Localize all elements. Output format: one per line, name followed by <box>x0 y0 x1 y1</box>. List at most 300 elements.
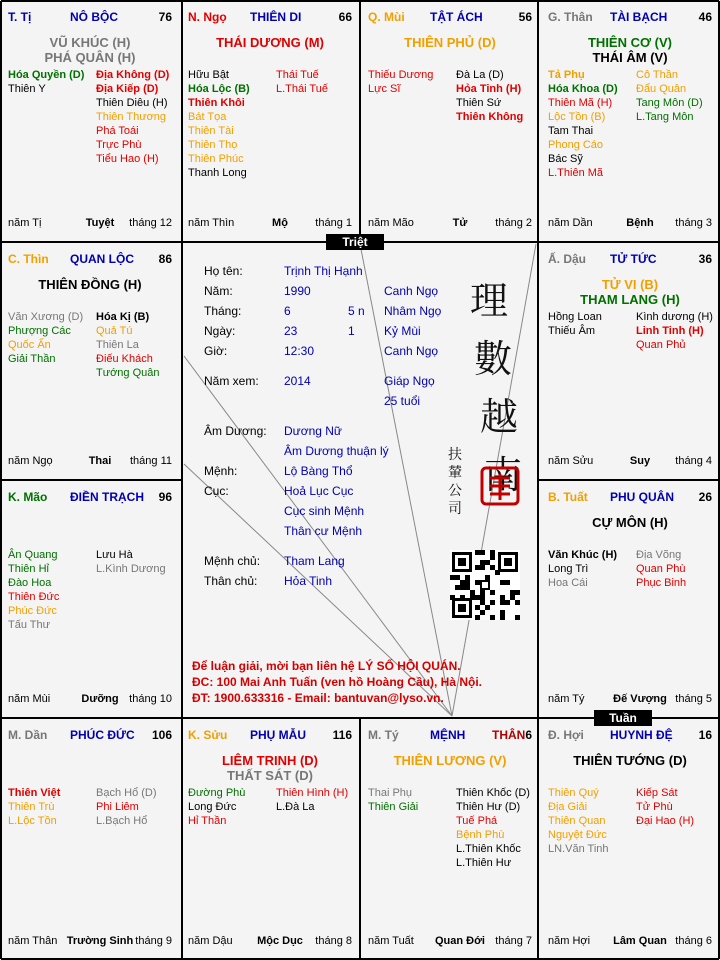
minor-star: Hóa Kị (B) <box>96 311 150 323</box>
palace-name: HUYNH ĐỆ <box>610 728 673 742</box>
cuc-note-1: Cục sinh Mệnh <box>284 504 365 518</box>
major-star: PHÁ QUÂN (H) <box>44 50 136 65</box>
menh-chu-label: Mệnh chủ: <box>204 554 261 568</box>
qr-module <box>458 558 466 566</box>
palace-year: năm Mùi <box>8 693 51 705</box>
minor-star: Thanh Long <box>188 167 247 179</box>
palace-stage: Lâm Quan <box>613 935 667 947</box>
qr-module <box>465 575 470 580</box>
minor-star: Địa Không (D) <box>96 69 170 81</box>
minor-column-right <box>276 786 358 814</box>
palace-footer <box>8 935 172 949</box>
minor-star: Thiên Phúc <box>188 153 244 165</box>
minor-star: Bác Sỹ <box>548 153 583 165</box>
qr-module <box>500 610 505 615</box>
minor-star: Long Đức <box>188 801 237 813</box>
qr-module <box>450 575 455 580</box>
palace-name: TÀI BẠCH <box>610 10 668 24</box>
major-stars <box>542 515 718 530</box>
minor-star: Quả Tú <box>96 325 133 337</box>
minor-star: Quốc Ấn <box>8 339 51 351</box>
palace-position: N. Ngọ <box>188 10 227 24</box>
palace-year: năm Tý <box>548 693 585 705</box>
palace-year: năm Sửu <box>548 455 594 467</box>
palace-year: năm Mão <box>368 217 414 229</box>
palace-p-ti <box>2 2 178 240</box>
palace-month: tháng 7 <box>495 935 532 947</box>
minor-star: Thiên Khôi <box>188 97 245 109</box>
minor-star: L.Bạch Hổ <box>96 815 148 827</box>
palace-month: tháng 2 <box>495 217 532 229</box>
minor-star: Thiên Hỉ <box>8 563 49 575</box>
minor-star: Tuế Phá <box>456 815 498 827</box>
palace-name: PHỤ MẪU <box>250 728 306 742</box>
qr-module <box>455 575 460 580</box>
age-value: 25 tuổi <box>384 394 421 408</box>
logo-char-4: 南 <box>484 453 523 497</box>
palace-stage: Tuyệt <box>85 217 115 229</box>
qr-module <box>470 590 475 595</box>
qr-module <box>500 615 505 620</box>
minor-star: Phi Liêm <box>96 801 139 813</box>
palace-header <box>368 10 532 26</box>
palace-number: 76 <box>158 10 172 24</box>
triet-tag: Triệt <box>326 234 384 250</box>
minor-star: Tấu Thư <box>8 619 51 631</box>
minor-star: Đào Hoa <box>8 577 52 589</box>
hour-value: 12:30 <box>284 344 315 358</box>
qr-module <box>480 590 485 595</box>
palace-position: G. Thân <box>548 10 593 24</box>
qr-module <box>490 600 495 605</box>
side-char-1: 扶 <box>448 447 462 463</box>
minor-star: Phúc Đức <box>8 605 57 617</box>
minor-star: L.Lộc Tồn <box>8 815 57 827</box>
view-year-value: 2014 <box>284 374 311 388</box>
qr-module <box>475 605 480 610</box>
palace-position: B. Tuất <box>548 490 588 504</box>
minor-star: Thiên Việt <box>8 787 61 799</box>
month-canchi: Nhâm Ngọ <box>384 304 442 318</box>
minor-column-left <box>368 68 454 96</box>
palace-header <box>548 728 712 744</box>
qr-module <box>460 585 465 590</box>
minor-star: Thiên Sứ <box>456 97 502 109</box>
minor-star: Ân Quang <box>8 549 58 561</box>
palace-month: tháng 9 <box>135 935 172 947</box>
palace-month: tháng 3 <box>675 217 712 229</box>
palace-position: T. Tị <box>8 10 32 24</box>
palace-footer <box>188 217 352 231</box>
am-duong-label: Âm Dương: <box>204 424 267 438</box>
minor-column-left <box>8 68 94 96</box>
minor-star: Thiên Giải <box>368 801 419 813</box>
minor-star: Thiên Khốc (D) <box>456 787 530 799</box>
minor-column-left <box>8 786 94 828</box>
palace-name: ĐIỀN TRẠCH <box>70 490 144 504</box>
day-lunar: 1 <box>348 324 355 338</box>
palace-header <box>548 490 712 506</box>
minor-column-left <box>188 68 274 180</box>
palace-footer <box>8 217 172 231</box>
minor-star: Địa Kiếp (D) <box>96 83 159 95</box>
palace-header <box>8 728 172 744</box>
minor-column-left <box>368 786 454 814</box>
minor-star: L.Thiên Khốc <box>456 843 521 855</box>
qr-module <box>490 550 495 555</box>
qr-module <box>475 580 480 585</box>
palace-position: M. Tý <box>368 728 399 742</box>
palace-p-mao <box>2 482 178 716</box>
minor-star: Hồng Loan <box>548 311 602 323</box>
minor-star: Bạch Hổ (D) <box>96 787 157 799</box>
palace-footer <box>8 455 172 469</box>
palace-name: PHÚC ĐỨC <box>70 728 135 742</box>
palace-position: M. Dần <box>8 728 48 742</box>
minor-star: Văn Xương (D) <box>8 311 84 323</box>
month-lunar: 5 n <box>348 304 365 318</box>
qr-module <box>490 555 495 560</box>
company-seal-text <box>448 446 462 518</box>
qr-module <box>480 560 485 565</box>
qr-module <box>485 560 490 565</box>
minor-star: L.Thiên Hư <box>456 857 512 869</box>
palace-year: năm Dần <box>548 217 593 229</box>
year-value: 1990 <box>284 284 311 298</box>
year-canchi: Canh Ngọ <box>384 284 439 298</box>
minor-star: Tam Thai <box>548 125 594 137</box>
view-year-label: Năm xem: <box>204 374 259 388</box>
palace-number: 16 <box>698 728 712 742</box>
palace-position: Đ. Hợi <box>548 728 584 742</box>
palace-p-tuat <box>542 482 718 716</box>
qr-module <box>504 558 512 566</box>
minor-star: Phá Toái <box>96 125 139 137</box>
qr-module <box>510 590 515 595</box>
palace-stage: Quan Đới <box>435 935 485 947</box>
minor-column-right <box>96 786 178 828</box>
qr-module <box>465 585 470 590</box>
month-value: 6 <box>284 304 291 318</box>
minor-column-right <box>636 310 718 352</box>
palace-year: năm Dậu <box>188 935 233 947</box>
day-canchi: Kỷ Mùi <box>384 324 421 338</box>
palace-header <box>8 10 172 26</box>
minor-star: Tướng Quân <box>96 367 160 379</box>
minor-star: Thiên La <box>96 339 139 351</box>
palace-footer <box>548 935 712 949</box>
palace-name: PHU QUÂN <box>610 490 675 504</box>
minor-star: Thiên Hư (D) <box>456 801 521 813</box>
minor-star: Thiếu Âm <box>548 325 596 337</box>
qr-module <box>450 595 455 600</box>
minor-star: Cô Thần <box>636 69 678 81</box>
minor-star: Đường Phù <box>188 787 246 799</box>
palace-header <box>188 10 352 26</box>
palace-header <box>8 490 172 506</box>
minor-star: Hoa Cái <box>548 577 588 589</box>
qr-module <box>485 605 490 610</box>
am-duong-note: Âm Dương thuận lý <box>284 444 389 458</box>
qr-module <box>490 590 495 595</box>
name-label: Họ tên: <box>204 264 243 278</box>
qr-module <box>475 615 480 620</box>
major-stars <box>542 35 718 65</box>
qr-module <box>505 600 510 605</box>
contact-block <box>192 658 532 706</box>
qr-module <box>510 595 515 600</box>
qr-module <box>485 575 490 580</box>
palace-position: Ấ. Dậu <box>548 252 587 266</box>
minor-column-left <box>8 310 94 366</box>
tuan-tag: Tuần <box>594 710 652 726</box>
palace-year: năm Thìn <box>188 217 235 229</box>
palace-p-mui <box>362 2 538 240</box>
minor-star: Hữu Bật <box>188 69 229 81</box>
minor-star: Nguyệt Đức <box>548 829 607 841</box>
minor-star: L.Thiên Mã <box>548 167 604 179</box>
palace-year: năm Thân <box>8 935 58 947</box>
side-char-2: 輦 <box>448 465 462 481</box>
qr-module <box>455 585 460 590</box>
palace-number: 106 <box>151 728 172 742</box>
logo-char-3: 越 <box>480 395 519 439</box>
minor-star: Thiên Trù <box>8 801 55 813</box>
palace-position: K. Sửu <box>188 728 228 742</box>
palace-p-thin <box>2 244 178 478</box>
major-star: THIÊN TƯỚNG (D) <box>573 753 687 768</box>
minor-star: Tiểu Hao (H) <box>96 153 159 165</box>
minor-column-right <box>636 786 718 828</box>
palace-position: Q. Mùi <box>368 10 405 24</box>
palace-name: TỬ TỨC <box>610 252 657 266</box>
contact-line-3: ĐT: 1900.633316 - Email: bantuvan@lyso.vn. <box>192 691 444 705</box>
minor-star: Thiên Quan <box>548 815 606 827</box>
palace-p-ty <box>362 720 538 958</box>
major-stars <box>362 35 538 50</box>
palace-month: tháng 10 <box>129 693 172 705</box>
minor-star: Thiếu Dương <box>368 69 434 81</box>
qr-module <box>480 550 485 555</box>
minor-column-left <box>548 548 634 590</box>
minor-column-right <box>456 786 538 870</box>
palace-stage: Tử <box>452 217 468 229</box>
minor-star: Linh Tinh (H) <box>636 325 704 337</box>
palace-footer <box>548 693 712 707</box>
qr-module <box>515 615 520 620</box>
minor-star: Phong Cáo <box>548 139 604 151</box>
major-star: CỰ MÔN (H) <box>592 515 668 530</box>
palace-month: tháng 4 <box>675 455 712 467</box>
center-info <box>184 244 536 716</box>
palace-month: tháng 8 <box>315 935 352 947</box>
major-star: THIÊN LƯƠNG (V) <box>393 753 507 768</box>
palace-position: C. Thìn <box>8 252 49 266</box>
minor-star: Thái Tuế <box>276 69 319 81</box>
qr-module <box>475 550 480 555</box>
palace-p-than <box>542 2 718 240</box>
palace-number: 36 <box>698 252 712 266</box>
major-star: THIÊN ĐỒNG (H) <box>38 277 142 292</box>
minor-star: Tả Phụ <box>548 69 585 81</box>
qr-module <box>482 582 488 588</box>
qr-module <box>475 595 480 600</box>
minor-star: Địa Võng <box>636 549 682 561</box>
palace-stage: Mộ <box>272 217 288 229</box>
palace-header <box>368 728 532 744</box>
major-stars <box>182 35 358 50</box>
qr-module <box>475 565 480 570</box>
menh-value: Lộ Bàng Thổ <box>284 464 353 478</box>
palace-month: tháng 11 <box>129 455 172 467</box>
side-char-4: 司 <box>448 501 462 517</box>
major-star: THAM LANG (H) <box>580 292 680 307</box>
minor-column-left <box>548 310 634 338</box>
minor-star: Hỏa Tinh (H) <box>456 83 522 95</box>
menh-label: Mệnh: <box>204 464 238 478</box>
qr-module <box>460 580 465 585</box>
minor-column-right <box>96 548 178 576</box>
minor-star: Bệnh Phù <box>456 829 505 841</box>
qr-module <box>490 615 495 620</box>
minor-star: L.Kình Dương <box>96 563 166 575</box>
am-duong-value: Dương Nữ <box>284 424 342 438</box>
minor-star: L.Thái Tuế <box>276 83 328 95</box>
palace-stage: Đế Vượng <box>613 693 667 705</box>
palace-month: tháng 12 <box>129 217 172 229</box>
palace-header <box>8 252 172 268</box>
minor-star: Hóa Khoa (D) <box>548 83 618 95</box>
than-chu-value: Hỏa Tinh <box>284 574 333 588</box>
palace-footer <box>368 217 532 231</box>
qr-module <box>515 600 520 605</box>
major-star: LIÊM TRINH (D) <box>221 753 319 768</box>
minor-column-right <box>96 68 178 166</box>
day-value: 23 <box>284 324 298 338</box>
qr-module <box>480 565 485 570</box>
palace-month: tháng 5 <box>675 693 712 705</box>
cuc-note-2: Thân cư Mệnh <box>284 524 363 538</box>
logo-char-1: 理 <box>470 279 509 323</box>
minor-column-left <box>188 786 274 828</box>
minor-star: Tang Môn (D) <box>636 97 703 109</box>
major-stars <box>2 35 178 65</box>
minor-star: Thiên Không <box>456 111 524 123</box>
minor-star: Hỉ Thần <box>188 815 227 827</box>
qr-module <box>458 604 466 612</box>
minor-star: Lộc Tồn (B) <box>548 111 606 123</box>
palace-header <box>548 252 712 268</box>
qr-module <box>470 595 475 600</box>
minor-star: Kình dương (H) <box>636 311 713 323</box>
cuc-value: Hoả Lục Cục <box>284 484 354 498</box>
minor-star: Hóa Quyền (D) <box>8 69 85 81</box>
hour-canchi: Canh Ngọ <box>384 344 439 358</box>
palace-month: tháng 1 <box>315 217 352 229</box>
minor-column-left <box>8 548 94 632</box>
minor-star: Thiên Thọ <box>188 139 238 151</box>
minor-column-right <box>636 68 718 124</box>
palace-name: NÔ BỘC <box>70 10 118 24</box>
palace-year: năm Tuất <box>368 935 414 947</box>
palace-stage: Dưỡng <box>81 693 119 705</box>
qr-module <box>500 580 505 585</box>
palace-stage: Mộc Dục <box>257 935 303 947</box>
palace-stage: Trường Sinh <box>66 935 134 947</box>
than-chu-label: Thân chủ: <box>204 574 258 588</box>
major-star: TỬ VI (B) <box>601 277 659 292</box>
palace-p-ngo <box>182 2 358 240</box>
palace-footer <box>8 693 172 707</box>
palace-number: 56 <box>518 10 532 24</box>
qr-module <box>500 595 505 600</box>
minor-star: Văn Khúc (H) <box>548 549 618 561</box>
palace-year: năm Hợi <box>548 935 591 947</box>
minor-star: Địa Giải <box>548 801 588 813</box>
minor-star: Thiên Mã (H) <box>548 97 613 109</box>
minor-star: Quan Phủ <box>636 339 686 351</box>
palace-year: năm Ngọ <box>8 455 53 467</box>
major-stars <box>362 753 538 768</box>
palace-footer <box>548 455 712 469</box>
minor-column-right <box>636 548 718 590</box>
palace-header <box>548 10 712 26</box>
minor-star: Trực Phù <box>96 139 142 151</box>
qr-module <box>480 595 485 600</box>
cuc-label: Cục: <box>204 484 229 498</box>
major-star: THÁI ÂM (V) <box>592 50 668 65</box>
palace-p-suu <box>182 720 358 958</box>
palace-stage: Bệnh <box>626 217 654 229</box>
minor-star: Long Trì <box>548 563 589 575</box>
palace-p-dau <box>542 244 718 478</box>
major-stars <box>2 277 178 292</box>
minor-star: Thiên Hình (H) <box>276 787 349 799</box>
minor-star: Thiên Quý <box>548 787 599 799</box>
palace-p-hoi <box>542 720 718 958</box>
qr-code <box>450 550 520 620</box>
minor-star: Đại Hao (H) <box>636 815 695 827</box>
minor-star: Thiên Đức <box>8 591 60 603</box>
palace-number: 6 <box>525 728 532 742</box>
minor-column-right <box>96 310 178 380</box>
minor-star: Thiên Tài <box>188 125 234 137</box>
minor-column-right <box>456 68 538 124</box>
major-star: THIÊN CƠ (V) <box>587 35 673 50</box>
major-star: THẤT SÁT (D) <box>227 768 313 783</box>
palace-number: 96 <box>158 490 172 504</box>
minor-star: Lưu Hà <box>96 549 133 561</box>
minor-star: Thiên Thương <box>96 111 167 123</box>
minor-star: Đẩu Quân <box>636 83 687 95</box>
minor-column-left <box>548 68 634 180</box>
major-stars <box>542 277 718 307</box>
palace-stage: Thai <box>88 455 112 467</box>
minor-star: Phượng Các <box>8 325 71 337</box>
hour-label: Giờ: <box>204 344 228 358</box>
minor-star: LN.Văn Tinh <box>548 843 609 855</box>
palace-p-dan <box>2 720 178 958</box>
palace-footer <box>368 935 532 949</box>
major-star: THIÊN PHỦ (D) <box>404 35 496 50</box>
minor-star: Kiếp Sát <box>636 787 678 799</box>
minor-column-right <box>276 68 358 96</box>
qr-module <box>465 580 470 585</box>
logo-char-2: 數 <box>474 337 513 381</box>
minor-star: Lực Sĩ <box>368 83 401 95</box>
day-label: Ngày: <box>204 324 236 338</box>
qr-module <box>495 570 500 575</box>
